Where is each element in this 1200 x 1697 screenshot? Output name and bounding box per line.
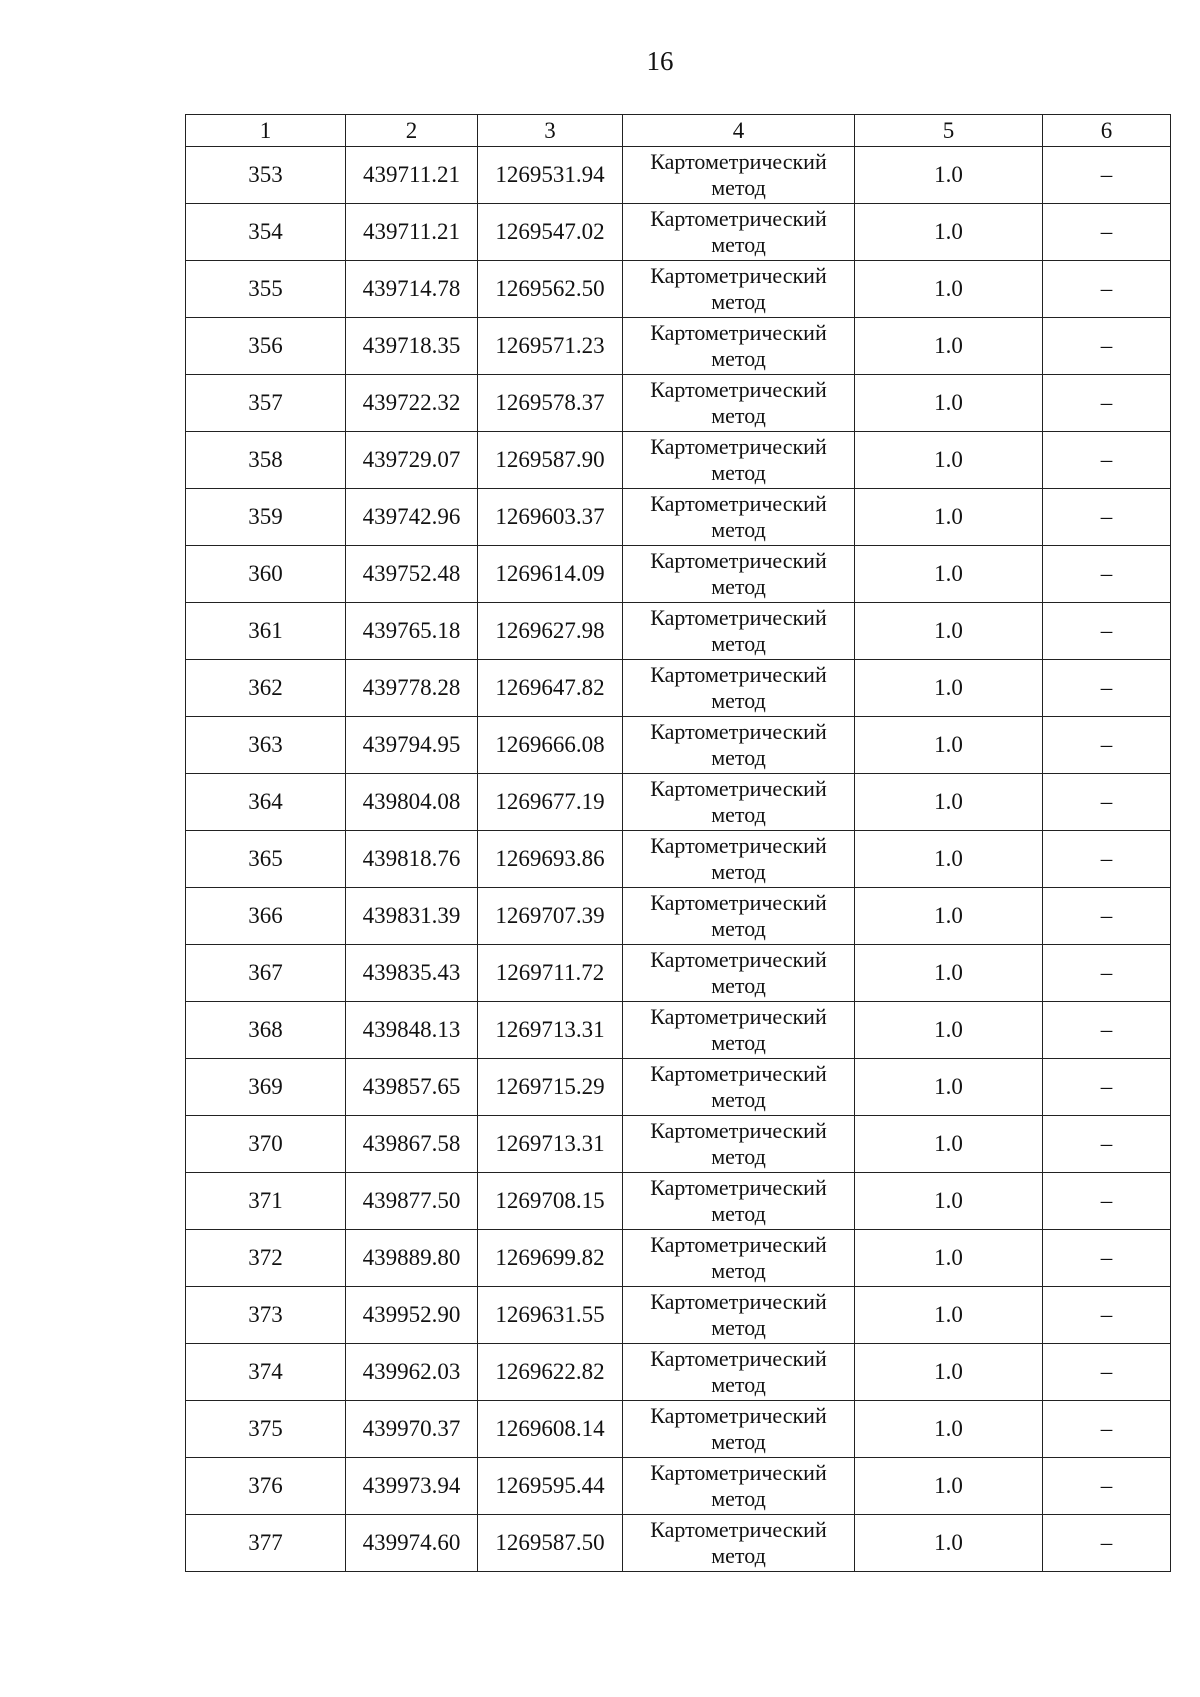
point-number-cell: 375 [186,1401,346,1458]
y-coordinate-cell: 1269707.39 [478,888,623,945]
note-cell: – [1043,1116,1171,1173]
point-number-cell: 361 [186,603,346,660]
table-row [186,1401,1171,1458]
point-number-cell: 369 [186,1059,346,1116]
point-number-cell: 376 [186,1458,346,1515]
accuracy-cell: 1.0 [855,717,1043,774]
accuracy-cell: 1.0 [855,1230,1043,1287]
method-cell [623,1116,855,1173]
header-row [186,115,1171,147]
method-line-1: Картометрический [650,1118,827,1143]
point-number-cell: 367 [186,945,346,1002]
y-coordinate-cell: 1269587.90 [478,432,623,489]
method-line-1: Картометрический [650,1175,827,1200]
column-header-1: 1 [186,115,346,147]
column-header-2: 2 [346,115,478,147]
table-row [186,546,1171,603]
note-cell: – [1043,318,1171,375]
y-coordinate-cell: 1269666.08 [478,717,623,774]
x-coordinate-cell: 439714.78 [346,261,478,318]
method-cell [623,1230,855,1287]
method-line-1: Картометрический [650,1517,827,1542]
note-cell: – [1043,603,1171,660]
table-row [186,1173,1171,1230]
point-number-cell: 366 [186,888,346,945]
method-cell [623,204,855,261]
method-line-1: Картометрический [650,377,827,402]
note-cell: – [1043,717,1171,774]
table-row [186,147,1171,204]
method-line-1: Картометрический [650,434,827,459]
method-cell [623,1344,855,1401]
x-coordinate-cell: 439765.18 [346,603,478,660]
table-row [186,603,1171,660]
note-cell: – [1043,204,1171,261]
method-line-1: Картометрический [650,1460,827,1485]
y-coordinate-cell: 1269562.50 [478,261,623,318]
accuracy-cell: 1.0 [855,1458,1043,1515]
accuracy-cell: 1.0 [855,1287,1043,1344]
method-line-2: метод [711,745,766,770]
x-coordinate-cell: 439711.21 [346,204,478,261]
y-coordinate-cell: 1269608.14 [478,1401,623,1458]
y-coordinate-cell: 1269713.31 [478,1116,623,1173]
table-row [186,1287,1171,1344]
x-coordinate-cell: 439794.95 [346,717,478,774]
column-header-6: 6 [1043,115,1171,147]
method-cell [623,945,855,1002]
method-line-1: Картометрический [650,1061,827,1086]
method-cell [623,1458,855,1515]
table-row [186,375,1171,432]
x-coordinate-cell: 439778.28 [346,660,478,717]
y-coordinate-cell: 1269622.82 [478,1344,623,1401]
method-line-2: метод [711,859,766,884]
method-line-1: Картометрический [650,491,827,516]
table-row [186,945,1171,1002]
method-line-1: Картометрический [650,1346,827,1371]
accuracy-cell: 1.0 [855,432,1043,489]
y-coordinate-cell: 1269693.86 [478,831,623,888]
column-header-5: 5 [855,115,1043,147]
method-cell [623,318,855,375]
column-header-4: 4 [623,115,855,147]
note-cell: – [1043,1002,1171,1059]
table-row [186,261,1171,318]
accuracy-cell: 1.0 [855,945,1043,1002]
x-coordinate-cell: 439818.76 [346,831,478,888]
method-line-2: метод [711,802,766,827]
point-number-cell: 377 [186,1515,346,1572]
x-coordinate-cell: 439835.43 [346,945,478,1002]
x-coordinate-cell: 439848.13 [346,1002,478,1059]
accuracy-cell: 1.0 [855,261,1043,318]
method-cell [623,1059,855,1116]
method-cell [623,774,855,831]
point-number-cell: 355 [186,261,346,318]
y-coordinate-cell: 1269603.37 [478,489,623,546]
method-line-2: метод [711,916,766,941]
accuracy-cell: 1.0 [855,1002,1043,1059]
y-coordinate-cell: 1269547.02 [478,204,623,261]
method-line-1: Картометрический [650,1232,827,1257]
method-line-2: метод [711,346,766,371]
method-cell [623,375,855,432]
accuracy-cell: 1.0 [855,1059,1043,1116]
table-row [186,660,1171,717]
table-row [186,1458,1171,1515]
point-number-cell: 374 [186,1344,346,1401]
accuracy-cell: 1.0 [855,888,1043,945]
method-line-1: Картометрический [650,1403,827,1428]
method-line-2: метод [711,517,766,542]
note-cell: – [1043,888,1171,945]
method-line-2: метод [711,631,766,656]
method-cell [623,1401,855,1458]
method-line-2: метод [711,289,766,314]
method-line-1: Картометрический [650,263,827,288]
y-coordinate-cell: 1269627.98 [478,603,623,660]
accuracy-cell: 1.0 [855,1401,1043,1458]
accuracy-cell: 1.0 [855,1344,1043,1401]
y-coordinate-cell: 1269578.37 [478,375,623,432]
note-cell: – [1043,1059,1171,1116]
table-row [186,1515,1171,1572]
note-cell: – [1043,1401,1171,1458]
y-coordinate-cell: 1269708.15 [478,1173,623,1230]
method-line-2: метод [711,574,766,599]
method-line-1: Картометрический [650,605,827,630]
x-coordinate-cell: 439974.60 [346,1515,478,1572]
table-row [186,489,1171,546]
accuracy-cell: 1.0 [855,1173,1043,1230]
accuracy-cell: 1.0 [855,546,1043,603]
x-coordinate-cell: 439867.58 [346,1116,478,1173]
table-row [186,1116,1171,1173]
method-line-2: метод [711,1429,766,1454]
method-line-2: метод [711,403,766,428]
method-line-1: Картометрический [650,719,827,744]
table-body [186,147,1171,1572]
point-number-cell: 371 [186,1173,346,1230]
method-line-2: метод [711,460,766,485]
note-cell: – [1043,432,1171,489]
method-line-2: метод [711,1144,766,1169]
y-coordinate-cell: 1269715.29 [478,1059,623,1116]
point-number-cell: 365 [186,831,346,888]
note-cell: – [1043,489,1171,546]
note-cell: – [1043,261,1171,318]
x-coordinate-cell: 439729.07 [346,432,478,489]
x-coordinate-cell: 439831.39 [346,888,478,945]
method-line-2: метод [711,175,766,200]
method-cell [623,432,855,489]
note-cell: – [1043,1515,1171,1572]
method-line-1: Картометрический [650,947,827,972]
method-cell [623,489,855,546]
method-line-1: Картометрический [650,776,827,801]
method-cell [623,1515,855,1572]
y-coordinate-cell: 1269631.55 [478,1287,623,1344]
x-coordinate-cell: 439970.37 [346,1401,478,1458]
x-coordinate-cell: 439962.03 [346,1344,478,1401]
coordinates-table [185,114,1171,1572]
x-coordinate-cell: 439711.21 [346,147,478,204]
x-coordinate-cell: 439877.50 [346,1173,478,1230]
table-row [186,717,1171,774]
point-number-cell: 354 [186,204,346,261]
accuracy-cell: 1.0 [855,147,1043,204]
page-number: 16 [646,46,674,76]
point-number-cell: 356 [186,318,346,375]
method-line-1: Картометрический [650,1289,827,1314]
x-coordinate-cell: 439952.90 [346,1287,478,1344]
y-coordinate-cell: 1269587.50 [478,1515,623,1572]
table-row [186,432,1171,489]
accuracy-cell: 1.0 [855,831,1043,888]
method-cell [623,546,855,603]
y-coordinate-cell: 1269699.82 [478,1230,623,1287]
method-line-2: метод [711,688,766,713]
method-cell [623,147,855,204]
accuracy-cell: 1.0 [855,1116,1043,1173]
table-row [186,774,1171,831]
x-coordinate-cell: 439722.32 [346,375,478,432]
column-header-3: 3 [478,115,623,147]
note-cell: – [1043,1173,1171,1230]
note-cell: – [1043,1344,1171,1401]
method-line-2: метод [711,1315,766,1340]
point-number-cell: 358 [186,432,346,489]
method-line-2: метод [711,1486,766,1511]
note-cell: – [1043,375,1171,432]
y-coordinate-cell: 1269571.23 [478,318,623,375]
method-line-1: Картометрический [650,1004,827,1029]
y-coordinate-cell: 1269614.09 [478,546,623,603]
x-coordinate-cell: 439889.80 [346,1230,478,1287]
accuracy-cell: 1.0 [855,603,1043,660]
point-number-cell: 362 [186,660,346,717]
method-cell [623,717,855,774]
method-line-2: метод [711,973,766,998]
method-cell [623,1287,855,1344]
x-coordinate-cell: 439857.65 [346,1059,478,1116]
method-line-1: Картометрический [650,206,827,231]
accuracy-cell: 1.0 [855,489,1043,546]
method-cell [623,261,855,318]
method-cell [623,831,855,888]
accuracy-cell: 1.0 [855,774,1043,831]
y-coordinate-cell: 1269677.19 [478,774,623,831]
method-cell [623,603,855,660]
note-cell: – [1043,1458,1171,1515]
point-number-cell: 353 [186,147,346,204]
x-coordinate-cell: 439973.94 [346,1458,478,1515]
method-line-2: метод [711,1201,766,1226]
method-line-1: Картометрический [650,149,827,174]
method-line-1: Картометрический [650,662,827,687]
method-line-2: метод [711,1030,766,1055]
note-cell: – [1043,774,1171,831]
table-row [186,1230,1171,1287]
table-row [186,204,1171,261]
y-coordinate-cell: 1269595.44 [478,1458,623,1515]
x-coordinate-cell: 439718.35 [346,318,478,375]
method-line-2: метод [711,1372,766,1397]
note-cell: – [1043,831,1171,888]
method-line-1: Картометрический [650,833,827,858]
point-number-cell: 370 [186,1116,346,1173]
point-number-cell: 368 [186,1002,346,1059]
table-row [186,1059,1171,1116]
method-cell [623,888,855,945]
method-line-1: Картометрический [650,890,827,915]
y-coordinate-cell: 1269713.31 [478,1002,623,1059]
method-cell [623,1002,855,1059]
note-cell: – [1043,1287,1171,1344]
method-line-2: метод [711,232,766,257]
method-cell [623,660,855,717]
accuracy-cell: 1.0 [855,1515,1043,1572]
method-line-2: метод [711,1258,766,1283]
table-row [186,318,1171,375]
table-row [186,888,1171,945]
x-coordinate-cell: 439742.96 [346,489,478,546]
method-line-2: метод [711,1087,766,1112]
table-row [186,1344,1171,1401]
note-cell: – [1043,546,1171,603]
point-number-cell: 357 [186,375,346,432]
note-cell: – [1043,147,1171,204]
x-coordinate-cell: 439752.48 [346,546,478,603]
accuracy-cell: 1.0 [855,660,1043,717]
y-coordinate-cell: 1269531.94 [478,147,623,204]
note-cell: – [1043,660,1171,717]
table-row [186,831,1171,888]
y-coordinate-cell: 1269711.72 [478,945,623,1002]
table-row [186,1002,1171,1059]
accuracy-cell: 1.0 [855,318,1043,375]
method-cell [623,1173,855,1230]
y-coordinate-cell: 1269647.82 [478,660,623,717]
note-cell: – [1043,945,1171,1002]
accuracy-cell: 1.0 [855,375,1043,432]
table-header [186,115,1171,147]
point-number-cell: 363 [186,717,346,774]
point-number-cell: 364 [186,774,346,831]
method-line-2: метод [711,1543,766,1568]
note-cell: – [1043,1230,1171,1287]
accuracy-cell: 1.0 [855,204,1043,261]
point-number-cell: 373 [186,1287,346,1344]
point-number-cell: 359 [186,489,346,546]
method-line-1: Картометрический [650,548,827,573]
method-line-1: Картометрический [650,320,827,345]
x-coordinate-cell: 439804.08 [346,774,478,831]
point-number-cell: 360 [186,546,346,603]
point-number-cell: 372 [186,1230,346,1287]
